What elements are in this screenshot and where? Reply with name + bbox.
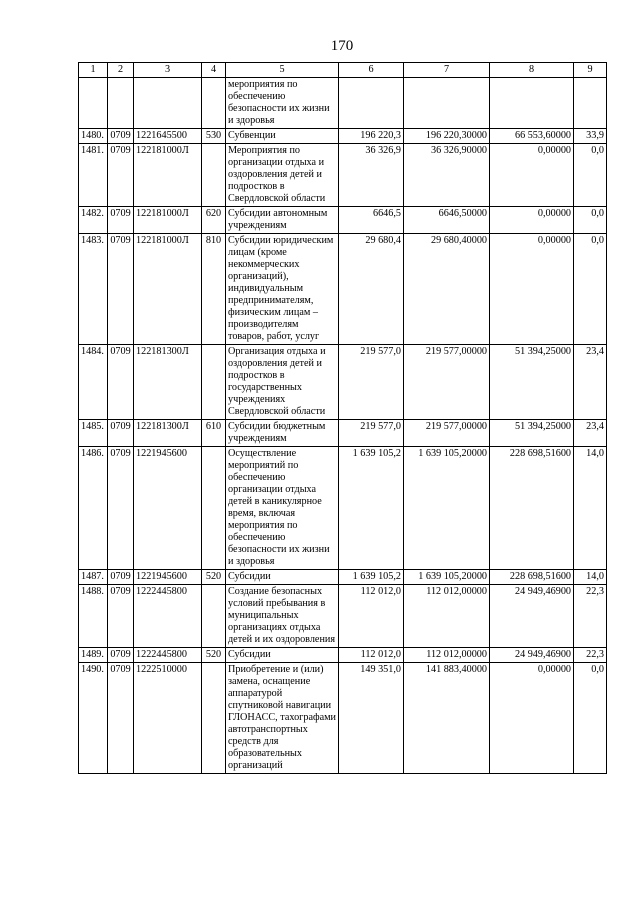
column-header: 9 bbox=[574, 63, 607, 78]
table-row bbox=[79, 447, 607, 570]
row-number-cell: 1484. bbox=[79, 345, 108, 420]
name-cell: Создание безопасных условий пребывания в муниципальных организациях отдыха детей и их оздоровления bbox=[226, 585, 339, 648]
column-number-row bbox=[79, 63, 607, 78]
expense-type-cell: 610 bbox=[202, 420, 226, 447]
name-cell: Субсидии автономным учреждениям bbox=[226, 207, 339, 234]
target-code-cell: 1221645500 bbox=[134, 129, 202, 144]
row-number-cell: 1485. bbox=[79, 420, 108, 447]
execution-percent-cell bbox=[574, 78, 607, 129]
column-header: 5 bbox=[226, 63, 339, 78]
approved-amount-cell: 149 351,0 bbox=[339, 663, 404, 774]
name-cell: Субсидии bbox=[226, 570, 339, 585]
column-header: 1 bbox=[79, 63, 108, 78]
executed-amount-cell bbox=[490, 78, 574, 129]
expense-type-cell bbox=[202, 447, 226, 570]
target-code-cell: 122181000Л bbox=[134, 144, 202, 207]
row-number-cell: 1489. bbox=[79, 648, 108, 663]
name-cell: мероприятия по обеспечению безопасности их жизни и здоровья bbox=[226, 78, 339, 129]
expense-type-cell bbox=[202, 144, 226, 207]
target-code-cell: 122181000Л bbox=[134, 207, 202, 234]
planned-amount-cell: 196 220,30000 bbox=[404, 129, 490, 144]
target-code-cell: 1221945600 bbox=[134, 447, 202, 570]
approved-amount-cell: 112 012,0 bbox=[339, 648, 404, 663]
executed-amount-cell: 51 394,25000 bbox=[490, 420, 574, 447]
table-row bbox=[79, 234, 607, 345]
executed-amount-cell: 0,00000 bbox=[490, 144, 574, 207]
planned-amount-cell: 6646,50000 bbox=[404, 207, 490, 234]
table-row bbox=[79, 78, 607, 129]
target-code-cell: 122181300Л bbox=[134, 420, 202, 447]
expense-type-cell: 810 bbox=[202, 234, 226, 345]
row-number-cell: 1488. bbox=[79, 585, 108, 648]
expense-type-cell: 620 bbox=[202, 207, 226, 234]
approved-amount-cell: 29 680,4 bbox=[339, 234, 404, 345]
execution-percent-cell: 0,0 bbox=[574, 144, 607, 207]
target-code-cell: 122181000Л bbox=[134, 234, 202, 345]
section-code-cell: 0709 bbox=[108, 129, 134, 144]
target-code-cell: 1222445800 bbox=[134, 585, 202, 648]
executed-amount-cell: 228 698,51600 bbox=[490, 570, 574, 585]
execution-percent-cell: 14,0 bbox=[574, 447, 607, 570]
table-row bbox=[79, 420, 607, 447]
execution-percent-cell: 0,0 bbox=[574, 207, 607, 234]
column-header: 4 bbox=[202, 63, 226, 78]
expense-type-cell: 520 bbox=[202, 570, 226, 585]
row-number-cell: 1480. bbox=[79, 129, 108, 144]
execution-percent-cell: 0,0 bbox=[574, 234, 607, 345]
execution-percent-cell: 23,4 bbox=[574, 420, 607, 447]
table-row bbox=[79, 648, 607, 663]
executed-amount-cell: 0,00000 bbox=[490, 663, 574, 774]
approved-amount-cell: 112 012,0 bbox=[339, 585, 404, 648]
approved-amount-cell: 219 577,0 bbox=[339, 345, 404, 420]
planned-amount-cell: 112 012,00000 bbox=[404, 648, 490, 663]
name-cell: Мероприятия по организации отдыха и оздоровления детей и подростков в Свердловской области bbox=[226, 144, 339, 207]
planned-amount-cell: 36 326,90000 bbox=[404, 144, 490, 207]
section-code-cell: 0709 bbox=[108, 144, 134, 207]
row-number-cell: 1486. bbox=[79, 447, 108, 570]
planned-amount-cell: 141 883,40000 bbox=[404, 663, 490, 774]
table-row bbox=[79, 570, 607, 585]
name-cell: Субвенции bbox=[226, 129, 339, 144]
row-number-cell: 1487. bbox=[79, 570, 108, 585]
section-code-cell: 0709 bbox=[108, 345, 134, 420]
row-number-cell: 1481. bbox=[79, 144, 108, 207]
section-code-cell: 0709 bbox=[108, 207, 134, 234]
executed-amount-cell: 51 394,25000 bbox=[490, 345, 574, 420]
name-cell: Субсидии bbox=[226, 648, 339, 663]
execution-percent-cell: 14,0 bbox=[574, 570, 607, 585]
expense-type-cell bbox=[202, 345, 226, 420]
target-code-cell: 1222510000 bbox=[134, 663, 202, 774]
table-row bbox=[79, 207, 607, 234]
table-body bbox=[79, 63, 607, 774]
column-header: 6 bbox=[339, 63, 404, 78]
target-code-cell bbox=[134, 78, 202, 129]
planned-amount-cell: 219 577,00000 bbox=[404, 345, 490, 420]
name-cell: Осуществление мероприятий по обеспечению организации отдыха детей в каникулярное время, включая мероприятия по обеспечению безопасности их жизни и здоровья bbox=[226, 447, 339, 570]
table-row bbox=[79, 144, 607, 207]
table-row bbox=[79, 345, 607, 420]
name-cell: Субсидии бюджетным учреждениям bbox=[226, 420, 339, 447]
section-code-cell: 0709 bbox=[108, 234, 134, 345]
execution-percent-cell: 0,0 bbox=[574, 663, 607, 774]
execution-percent-cell: 33,9 bbox=[574, 129, 607, 144]
execution-percent-cell: 22,3 bbox=[574, 585, 607, 648]
target-code-cell: 1221945600 bbox=[134, 570, 202, 585]
execution-percent-cell: 22,3 bbox=[574, 648, 607, 663]
column-header: 3 bbox=[134, 63, 202, 78]
approved-amount-cell bbox=[339, 78, 404, 129]
planned-amount-cell: 219 577,00000 bbox=[404, 420, 490, 447]
executed-amount-cell: 66 553,60000 bbox=[490, 129, 574, 144]
row-number-cell bbox=[79, 78, 108, 129]
planned-amount-cell: 1 639 105,20000 bbox=[404, 447, 490, 570]
table-row bbox=[79, 663, 607, 774]
column-header: 8 bbox=[490, 63, 574, 78]
name-cell: Субсидии юридическим лицам (кроме некоммерческих организаций), индивидуальным предпринимателям, физическим лицам – производителям товаров, работ, услуг bbox=[226, 234, 339, 345]
table-row bbox=[79, 129, 607, 144]
executed-amount-cell: 24 949,46900 bbox=[490, 648, 574, 663]
column-header: 2 bbox=[108, 63, 134, 78]
planned-amount-cell: 29 680,40000 bbox=[404, 234, 490, 345]
planned-amount-cell bbox=[404, 78, 490, 129]
approved-amount-cell: 219 577,0 bbox=[339, 420, 404, 447]
target-code-cell: 1222445800 bbox=[134, 648, 202, 663]
approved-amount-cell: 1 639 105,2 bbox=[339, 570, 404, 585]
section-code-cell: 0709 bbox=[108, 420, 134, 447]
expense-type-cell bbox=[202, 78, 226, 129]
section-code-cell: 0709 bbox=[108, 447, 134, 570]
section-code-cell: 0709 bbox=[108, 585, 134, 648]
approved-amount-cell: 36 326,9 bbox=[339, 144, 404, 207]
executed-amount-cell: 0,00000 bbox=[490, 234, 574, 345]
row-number-cell: 1490. bbox=[79, 663, 108, 774]
approved-amount-cell: 6646,5 bbox=[339, 207, 404, 234]
approved-amount-cell: 196 220,3 bbox=[339, 129, 404, 144]
planned-amount-cell: 112 012,00000 bbox=[404, 585, 490, 648]
section-code-cell: 0709 bbox=[108, 648, 134, 663]
executed-amount-cell: 228 698,51600 bbox=[490, 447, 574, 570]
row-number-cell: 1482. bbox=[79, 207, 108, 234]
expense-type-cell: 520 bbox=[202, 648, 226, 663]
execution-percent-cell: 23,4 bbox=[574, 345, 607, 420]
budget-table bbox=[78, 62, 607, 774]
expense-type-cell: 530 bbox=[202, 129, 226, 144]
page-number: 170 bbox=[330, 38, 354, 54]
name-cell: Приобретение и (или) замена, оснащение аппаратурой спутниковой навигации ГЛОНАСС, тахографами автотранспортных средств для образовательных организаций bbox=[226, 663, 339, 774]
target-code-cell: 122181300Л bbox=[134, 345, 202, 420]
expense-type-cell bbox=[202, 663, 226, 774]
approved-amount-cell: 1 639 105,2 bbox=[339, 447, 404, 570]
executed-amount-cell: 24 949,46900 bbox=[490, 585, 574, 648]
section-code-cell bbox=[108, 78, 134, 129]
column-header: 7 bbox=[404, 63, 490, 78]
expense-type-cell bbox=[202, 585, 226, 648]
planned-amount-cell: 1 639 105,20000 bbox=[404, 570, 490, 585]
executed-amount-cell: 0,00000 bbox=[490, 207, 574, 234]
name-cell: Организация отдыха и оздоровления детей и подростков в государственных учреждениях Свердловской области bbox=[226, 345, 339, 420]
section-code-cell: 0709 bbox=[108, 663, 134, 774]
row-number-cell: 1483. bbox=[79, 234, 108, 345]
table-row bbox=[79, 585, 607, 648]
section-code-cell: 0709 bbox=[108, 570, 134, 585]
